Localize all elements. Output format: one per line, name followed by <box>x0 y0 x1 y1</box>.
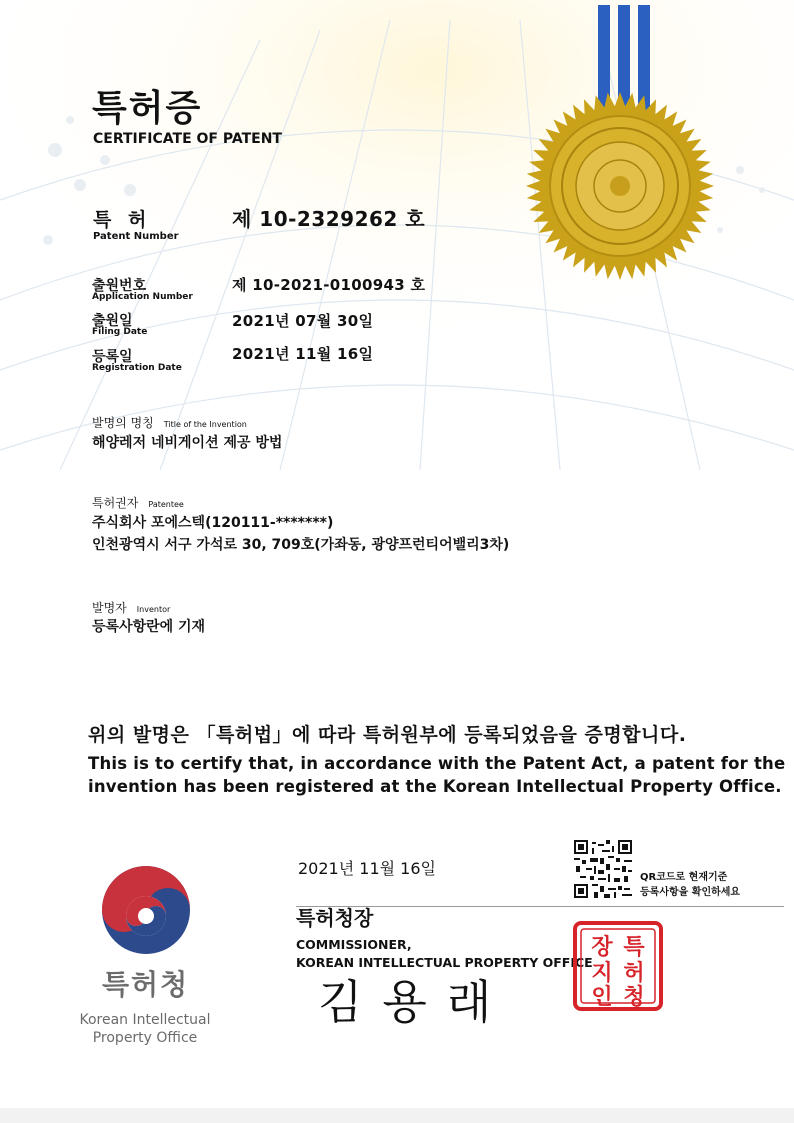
invention-title-value: 해양레저 네비게이션 제공 방법 <box>92 435 283 451</box>
registration-date-value: 2021년 11월 16일 <box>232 345 374 363</box>
kipo-name-en-1: Korean Intellectual <box>79 1012 211 1028</box>
patent-number-value: 제 10-2329262 호 <box>232 207 426 231</box>
seal-char: 특 <box>623 934 645 960</box>
commissioner-title-en-1: COMMISSIONER, <box>296 937 412 952</box>
invention-title-label-en: Title of the Invention <box>163 420 247 429</box>
application-number-label: 출원번호 <box>92 278 147 294</box>
registration-date-label-en: Registration Date <box>92 363 182 373</box>
certification-statement-en-1: This is to certify that, in accordance with the Patent Act, a patent for the <box>88 754 786 773</box>
kipo-emblem-icon <box>98 862 194 958</box>
qr-note-line-2: 등록사항을 확인하세요 <box>640 887 741 898</box>
commissioner-title-en-2: KOREAN INTELLECTUAL PROPERTY OFFICE <box>296 955 593 970</box>
invention-title-label <box>92 412 247 431</box>
patentee-name: 주식회사 포에스텍(120111-*******) <box>92 515 334 531</box>
patentee-address: 인천광역시 서구 가석로 30, 709호(가좌동, 광양프런티어밸리3차) <box>92 537 510 553</box>
kipo-name-en-2: Property Office <box>92 1030 198 1046</box>
inventor-label-en: Inventor <box>136 605 171 614</box>
seal-char: 인 <box>591 984 613 1010</box>
seal-char: 지 <box>591 960 613 986</box>
filing-date-value: 2021년 07월 30일 <box>232 312 374 330</box>
patentee-label-ko: 특허권자 <box>92 496 139 510</box>
application-number-label-en: Application Number <box>92 292 193 302</box>
registration-date-label: 등록일 <box>92 349 133 365</box>
patentee-label <box>92 492 184 511</box>
inventor-label <box>92 597 170 616</box>
seal-char: 청 <box>623 984 645 1010</box>
certification-statement-en-2: invention has been registered at the Korean Intellectual Property Office. <box>88 777 782 796</box>
inventor-value: 등록사항란에 기재 <box>92 619 206 635</box>
patent-number-label: 특 허 <box>93 209 152 231</box>
kipo-name-ko: 특허청 <box>102 968 190 1001</box>
commissioner-signature: 김용래 <box>318 975 512 1029</box>
certificate-title: 특허증 <box>92 88 203 129</box>
qr-code[interactable] <box>574 840 632 898</box>
patentee-label-en: Patentee <box>148 500 184 509</box>
certification-statement-ko: 위의 발명은 「특허법」에 따라 특허원부에 등록되었음을 증명합니다. <box>88 724 687 746</box>
patent-number-label-en: Patent Number <box>93 231 179 242</box>
official-red-seal <box>572 920 664 1012</box>
filing-date-label-en: Filing Date <box>92 327 148 337</box>
inventor-label-ko: 발명자 <box>92 601 127 615</box>
certificate-title-en: CERTIFICATE OF PATENT <box>93 131 282 147</box>
issue-date: 2021년 11월 16일 <box>298 859 436 878</box>
seal-char: 장 <box>591 934 613 960</box>
application-number-value: 제 10-2021-0100943 호 <box>232 276 426 294</box>
invention-title-label-ko: 발명의 명칭 <box>92 416 154 430</box>
filing-date-label: 출원일 <box>92 313 133 329</box>
commissioner-title: 특허청장 <box>296 906 374 930</box>
seal-char: 허 <box>623 960 645 986</box>
qr-note-line-1: QR코드로 현재기준 <box>640 872 728 883</box>
gold-medal-seal <box>0 0 794 300</box>
